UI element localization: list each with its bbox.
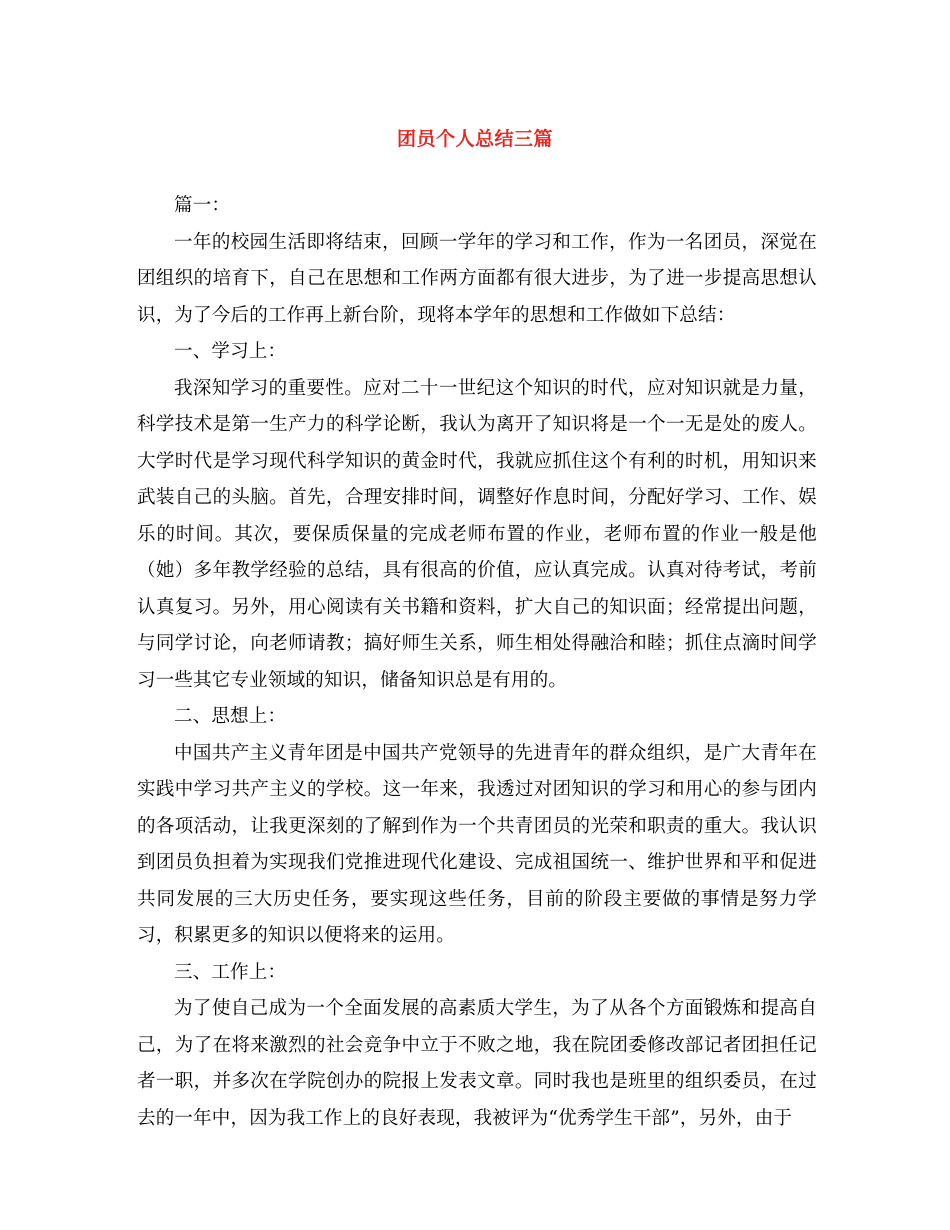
thought-paragraph: 中国共产主义青年团是中国共产党领导的先进青年的群众组织，是广大青年在实践中学习共产主义的学校。这一年来，我透过对团知识的学习和用心的参与团内的各项活动，让我更深刻的了解到作为一个共青团员的光荣和职责的重大。我认识到团员负担着为实现我们党推进现代化建设、完成祖国统一、维护世界和平和促进共同发展的三大历史任务，要实现这些任务，目前的阶段主要做的事情是努力学习，积累更多的知识以便将来的运用。 — [137, 742, 817, 946]
section-heading-part-one: 篇一： — [174, 195, 231, 216]
intro-paragraph: 一年的校园生活即将结束，回顾一学年的学习和工作，作为一名团员，深觉在团组织的培育下，自己在思想和工作两方面都有很大进步，为了进一步提高思想认识，为了今后的工作再上新台阶，现将本学年的思想和工作做如下总结： — [137, 231, 817, 326]
section-heading-study: 一、学习上： — [174, 341, 287, 362]
document-title: 团员个人总结三篇 — [396, 128, 553, 150]
study-paragraph: 我深知学习的重要性。应对二十一世纪这个知识的时代，应对知识就是力量，科学技术是第一生产力的科学论断，我认为离开了知识将是一个一无是处的废人。大学时代是学习现代科学知识的黄金时代，我就应抓住这个有利的时机，用知识来武装自己的头脑。首先，合理安排时间，调整好作息时间，分配好学习、工作、娱乐的时间。其次，要保质保量的完成老师布置的作业，老师布置的作业一般是他（她）多年教学经验的总结，具有很高的价值，应认真完成。认真对待考试，考前认真复习。另外，用心阅读有关书籍和资料，扩大自己的知识面；经常提出问题，与同学讨论，向老师请教；搞好师生关系，师生相处得融洽和睦；抓住点滴时间学习一些其它专业领域的知识，储备知识总是有用的。 — [137, 377, 817, 691]
document-body — [137, 188, 817, 1137]
section-heading-thought: 二、思想上： — [174, 706, 287, 727]
work-paragraph: 为了使自己成为一个全面发展的高素质大学生，为了从各个方面锻炼和提高自己，为了在将来激烈的社会竞争中立于不败之地，我在院团委修改部记者团担任记者一职，并多次在学院创办的院报上发表文章。同时我也是班里的组织委员，在过去的一年中，因为我工作上的良好表现，我被评为“优秀学生干部”，另外，由于 — [137, 998, 817, 1129]
section-heading-work: 三、工作上： — [174, 961, 287, 983]
